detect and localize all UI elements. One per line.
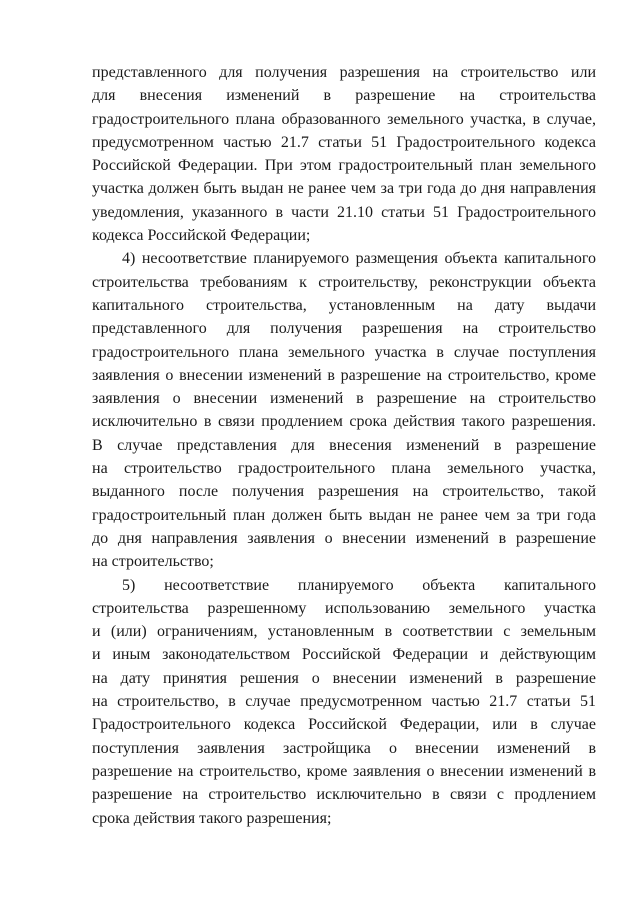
text-line: градостроительный план должен быть выдан не ранее чем за три года bbox=[92, 506, 596, 524]
text-line: градостроительного плана земельного участка в случае поступления bbox=[92, 343, 596, 361]
text-line: В случае представления для внесения изменений в разрешение bbox=[92, 436, 596, 454]
text-line: разрешение на строительство, кроме заявления о внесении изменений в bbox=[92, 762, 596, 780]
text-line: на строительство градостроительного плана земельного участка, bbox=[92, 460, 596, 478]
text-line: строительства разрешенному использованию земельного участка bbox=[92, 599, 596, 617]
text-line: градостроительного плана образованного земельного участка, в случае, bbox=[92, 110, 596, 128]
text-line: заявления о внесении изменений в разрешение на строительство bbox=[92, 390, 596, 408]
text-line: Российской Федерации. При этом градостроительный план земельного bbox=[92, 157, 596, 175]
text-line: и иным законодательством Российской Федерации и действующим bbox=[92, 646, 596, 664]
text-line: представленного для получения разрешения на строительство bbox=[92, 320, 596, 338]
text-line: исключительно в связи продлением срока действия такого разрешения. bbox=[92, 413, 596, 431]
text-line: срока действия такого разрешения; bbox=[92, 809, 332, 827]
document-body bbox=[92, 61, 596, 830]
text-line: до дня направления заявления о внесении изменений в разрешение bbox=[92, 529, 596, 547]
text-line: строительства требованиям к строительству, реконструкции объекта bbox=[92, 273, 596, 291]
text-line: для внесения изменений в разрешение на строительства bbox=[92, 87, 596, 105]
text-line: капитального строительства, установленным на дату выдачи bbox=[92, 296, 596, 314]
text-line: уведомления, указанного в части 21.10 статьи 51 Градостроительного bbox=[92, 203, 596, 221]
text-line: разрешение на строительство исключительно в связи с продлением bbox=[92, 786, 596, 804]
text-line: предусмотренном частью 21.7 статьи 51 Градостроительного кодекса bbox=[92, 133, 596, 151]
text-line: на строительство; bbox=[92, 553, 214, 571]
text-line: на строительство, в случае предусмотренном частью 21.7 статьи 51 bbox=[92, 693, 596, 711]
text-line: участка должен быть выдан не ранее чем за три года до дня направления bbox=[92, 180, 596, 198]
text-line: поступления заявления застройщика о внесении изменений в bbox=[92, 739, 596, 757]
paragraph-start-4: 4) несоответствие планируемого размещения объекта капитального bbox=[122, 250, 596, 268]
text-line: выданного после получения разрешения на строительство, такой bbox=[92, 483, 596, 501]
text-line: кодекса Российской Федерации; bbox=[92, 227, 311, 245]
text-line: на дату принятия решения о внесении изменений в разрешение bbox=[92, 669, 596, 687]
text-line: и (или) ограничениям, установленным в соответствии с земельным bbox=[92, 623, 596, 641]
paragraph-start-5: 5) несоответствие планируемого объекта капитального bbox=[122, 576, 596, 594]
text-line: Градостроительного кодекса Российской Федерации, или в случае bbox=[92, 716, 596, 734]
text-line: представленного для получения разрешения на строительство или bbox=[92, 64, 596, 81]
text-line: заявления о внесении изменений в разрешение на строительство, кроме bbox=[92, 366, 596, 384]
